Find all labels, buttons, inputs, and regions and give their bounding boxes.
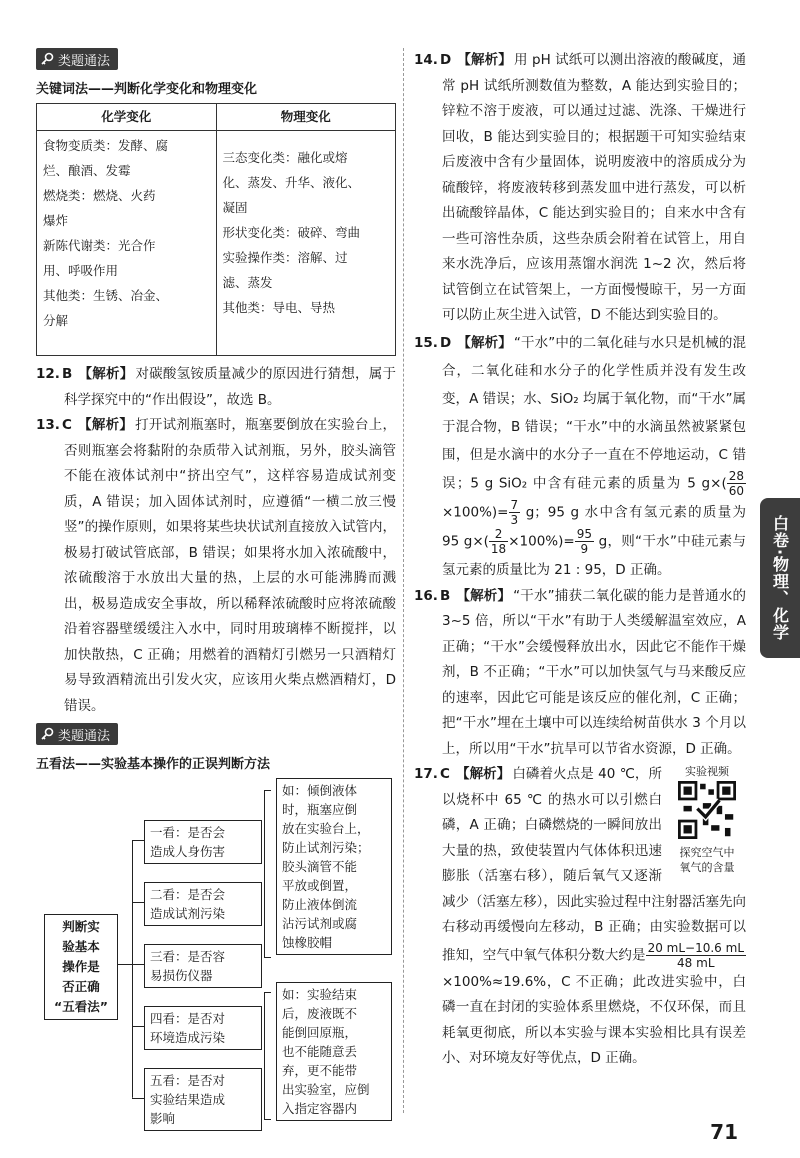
connector (132, 840, 144, 841)
analysis-text: 白磷着火点是 40 ℃，所以烧杯中 65 ℃ 的热水可以引燃白磷，A 正确；白磷燃烧的一瞬间放出大量的热，致使装置内气体体积迅速膨胀（活塞右移），随后氧气又逐渐减少（活塞左移），因此实验过程中注射器活塞先向右移动再缓慢向左移动，B 正确；由实验数据可以推知，空气中氧气体积分数大约是 (442, 766, 746, 963)
phys-cell (216, 131, 396, 356)
cell-line: 实验操作类：溶解、过 (222, 250, 348, 265)
method-subtitle: 关键词法——判断化学变化和物理变化 (36, 82, 258, 97)
answer-letter: B (62, 366, 73, 382)
note-line: 如：实验结束 (282, 987, 358, 1002)
fraction-denominator: 48 mL (677, 955, 715, 970)
note-line: 时，瓶塞应倒 (282, 802, 358, 817)
left-column (36, 48, 396, 1126)
answer-letter: D (440, 334, 452, 351)
item-line: 四看：是否对 (150, 1011, 226, 1026)
cell-line: 烂、酿酒、发霉 (43, 163, 131, 178)
note-line: 弃，更不能带 (282, 1063, 358, 1078)
chem-cell (37, 131, 217, 356)
analysis-label: 【解析】 (457, 52, 512, 68)
check-item-5 (144, 1068, 262, 1131)
item-line: 影响 (150, 1111, 176, 1126)
question-15 (414, 329, 746, 584)
analysis-text: 对碳酸氢铵质量减少的原因进行猜想，属于科学探究中的“作出假设”，故选 B。 (64, 366, 397, 408)
analysis-label: 【解析】 (455, 766, 511, 782)
cell-line: 三态变化类：融化或熔 (222, 150, 348, 165)
note-line: 也不能随意丢 (282, 1044, 358, 1059)
tag-label: 类题通法 (58, 53, 111, 69)
fraction (489, 527, 508, 556)
column-divider (403, 48, 404, 1113)
analysis-label: 【解析】 (77, 417, 134, 433)
item-line: 五看：是否对 (150, 1073, 226, 1088)
right-column (414, 48, 746, 1072)
answer-letter: C (62, 417, 72, 433)
answer-letter: D (440, 52, 452, 68)
center-line: 否正确 (62, 979, 100, 994)
qr-caption: 氧气的含量 (679, 861, 735, 874)
question-number: 17. (414, 766, 438, 782)
center-box (44, 914, 118, 1020)
analysis-text: ×100%)= (508, 533, 575, 549)
connector (132, 840, 133, 1098)
cell-line: 凝固 (222, 200, 248, 215)
method-tag (36, 723, 118, 745)
fraction-numerator: 2 (489, 527, 508, 542)
tag-label: 类题通法 (58, 728, 111, 744)
cell-line: 食物变质类：发酵、腐 (43, 138, 169, 153)
note-line: 沾污试剂或腐 (282, 916, 358, 931)
example-note-2 (276, 982, 392, 1121)
analysis-label: 【解析】 (78, 366, 134, 382)
center-line: 验基本 (62, 939, 100, 954)
question-number: 13. (36, 417, 60, 433)
cell-line: 滤、蒸发 (222, 275, 273, 290)
question-number: 14. (414, 52, 438, 68)
connector (132, 902, 144, 903)
brace (264, 790, 271, 958)
table-header: 物理变化 (216, 104, 396, 131)
fraction-numerator: 95 (576, 526, 592, 541)
analysis-text: g，则“干水”中硅元素与氢元素的质量比为 21 : 95，D 正确。 (442, 533, 746, 578)
connector (118, 964, 132, 965)
qr-caption: 实验视频 (685, 765, 729, 778)
check-item-3 (144, 944, 262, 988)
qr-caption: 探究空气中 (679, 846, 735, 859)
question-16 (414, 584, 746, 763)
fraction (727, 469, 746, 498)
answer-letter: C (440, 766, 450, 782)
example-note-1 (276, 778, 392, 955)
key-icon (40, 727, 54, 741)
method-tag (36, 48, 118, 70)
check-item-2 (144, 882, 262, 926)
question-number: 16. (414, 587, 438, 604)
fraction (575, 527, 594, 556)
question-number: 12. (36, 366, 60, 382)
note-line: 蚀橡胶帽 (282, 935, 333, 950)
note-line: 后，废液既不 (282, 1006, 358, 1021)
item-line: 三看：是否容 (150, 949, 226, 964)
analysis-text: “干水”捕获二氧化碳的能力是普通水的 3~5 倍，所以“干水”有助于人类缓解温室效应，A 正确；“干水”会缓慢释放出水，因此它不能作干燥剂，B 不正确；“干水”可以加快氢气与马来酸反应的速率，因此它可能是该反应的催化剂，C 正确；把“干水”埋在土壤中可以连续给树苗供水 3 个月以上，所以用“干水”抗旱可以节省水资源，D 正确。 (442, 587, 746, 757)
center-line: 判断实 (62, 919, 100, 934)
subject-side-tab: 白卷·物理、化学 (760, 498, 800, 658)
analysis-text: 打开试剂瓶塞时，瓶塞要倒放在实验台上，否则瓶塞会将黏附的杂质带入试剂瓶，另外，胶头滴管不能在液体试剂中“挤出空气”，这样容易造成试剂变质，A 错误；加入固体试剂时，应遵循“一横二放三慢竖”的操作原则，如果将某些块状试剂直接放入试管内，极易打破试管底部，B 错误；如果将水加入浓硫酸中，浓硫酸溶于水放出大量的热，上层的水可能沸腾而溅出，极易造成安全事故，所以稀释浓硫酸时应将浓硫酸沿着容器壁缓缓注入水中，同时用玻璃棒不断搅拌，以加快散热，C 正确；用燃着的酒精灯引燃另一只酒精灯易导致酒精流出引发火灾，应该用火柴点燃酒精灯，D 错误。 (64, 417, 397, 714)
center-line: 操作是 (62, 959, 100, 974)
analysis-text: ×100%)= (442, 504, 509, 520)
table-header: 化学变化 (37, 104, 217, 131)
note-line: 出实验室，应倒 (282, 1082, 370, 1097)
item-line: 环境造成污染 (150, 1030, 226, 1045)
question-12 (36, 362, 397, 413)
item-line: 造成试剂污染 (150, 906, 226, 921)
analysis-text: ×100%≈19.6%，C 不正确；此改进实验中，白磷一直在封闭的实验体系里燃烧，不仅环保，而且耗氧更彻底，所以本实验与课本实验相比具有误差小、对环境友好等优点，D 正确。 (442, 973, 746, 1066)
check-item-1 (144, 820, 262, 864)
item-line: 一看：是否会 (150, 825, 226, 840)
connector (132, 964, 144, 965)
connector (132, 1098, 144, 1099)
cell-line: 新陈代谢类：光合作 (43, 238, 156, 253)
note-line: 防止液体倒流 (282, 897, 358, 912)
fraction-denominator: 9 (580, 541, 589, 556)
item-line: 易损伤仪器 (150, 968, 213, 983)
key-icon (40, 52, 54, 66)
analysis-text: 用 pH 试纸可以测出溶液的酸碱度，通常 pH 试纸所测数值为整数，A 能达到实验目的；锌粒不溶于废液，可以通过过滤、洗涤、干燥进行回收，B 能达到实验目的；根据题干可知实验结束后废液中含有少量固体，说明废液中的溶质成分为硫酸锌，将废液转移到蒸发皿中进行蒸发，可以析出硫酸锌晶体，C 能达到实验目的；自来水中含有一些可溶性杂质，这些杂质会附着在试管上，用自来水洗净后，应该用蒸馏水润洗 1~2 次，然后将试管倒立在试管架上，一方面慢慢晾干，另一方面可以防止灰尘进入试管，D 不能达到实验目的。 (442, 52, 747, 323)
item-line: 二看：是否会 (150, 887, 226, 902)
cell-line: 其他类：导电、导热 (222, 300, 336, 315)
fraction-numerator: 7 (510, 497, 519, 512)
analysis-label: 【解析】 (457, 334, 512, 351)
connector (132, 1026, 144, 1027)
cell-line: 燃烧类：燃烧、火药 (43, 188, 156, 203)
qr-code-icon[interactable] (678, 781, 736, 839)
cell-line: 形状变化类：破碎、弯曲 (222, 225, 361, 240)
qr-block[interactable] (668, 764, 746, 875)
item-line: 实验结果造成 (150, 1092, 226, 1107)
cell-line: 分解 (43, 313, 69, 328)
center-line: “五看法” (54, 999, 108, 1014)
page-number: 71 (710, 1120, 738, 1144)
question-17 (414, 762, 746, 1072)
method-subtitle: 五看法——实验基本操作的正误判断方法 (36, 757, 271, 772)
note-line: 如：倾倒液体 (282, 783, 358, 798)
cell-line: 爆炸 (43, 213, 69, 228)
brace (264, 992, 271, 1120)
analysis-label: 【解析】 (456, 587, 512, 604)
fraction (509, 498, 521, 527)
fraction-denominator: 18 (490, 541, 507, 556)
fraction-denominator: 60 (728, 483, 744, 498)
question-13 (36, 413, 397, 719)
fraction-numerator: 20 mL−10.6 mL (647, 940, 744, 955)
analysis-text: g；95 g 水中含有氢元素的质量为 95 g×( (442, 504, 746, 549)
note-line: 防止试剂污染； (282, 840, 370, 855)
cell-line: 用、呼吸作用 (43, 263, 119, 278)
question-number: 15. (414, 334, 438, 351)
fraction (646, 941, 746, 970)
note-line: 胶头滴管不能 (282, 859, 358, 874)
cell-line: 化、蒸发、升华、液化、 (222, 175, 361, 190)
note-line: 平放或倒置， (282, 878, 358, 893)
change-comparison-table (36, 103, 396, 356)
item-line: 造成人身伤害 (150, 844, 226, 859)
fraction-numerator: 28 (728, 468, 744, 483)
five-checks-diagram (36, 778, 396, 1126)
analysis-text: “干水”中的二氧化硅与水只是机械的混合，二氧化硅和水分子的化学性质并没有发生改变，A 错误；水、SiO₂ 均属于氧化物，而“干水”属于混合物，B 错误；“干水”中的水滴虽然被紧紧包围，但是水滴中的水分子一直在不停地运动，C 错误；5 g SiO₂ 中含有硅元素的质量为 5 g×( (442, 334, 746, 491)
answer-letter: B (440, 587, 451, 604)
cell-line: 其他类：生锈、冶金、 (43, 288, 169, 303)
note-line: 入指定容器内 (282, 1101, 358, 1116)
question-14 (414, 48, 747, 329)
check-item-4 (144, 1006, 262, 1050)
note-line: 能倒回原瓶， (282, 1025, 358, 1040)
note-line: 放在实验台上， (282, 821, 370, 836)
fraction-denominator: 3 (510, 512, 519, 527)
